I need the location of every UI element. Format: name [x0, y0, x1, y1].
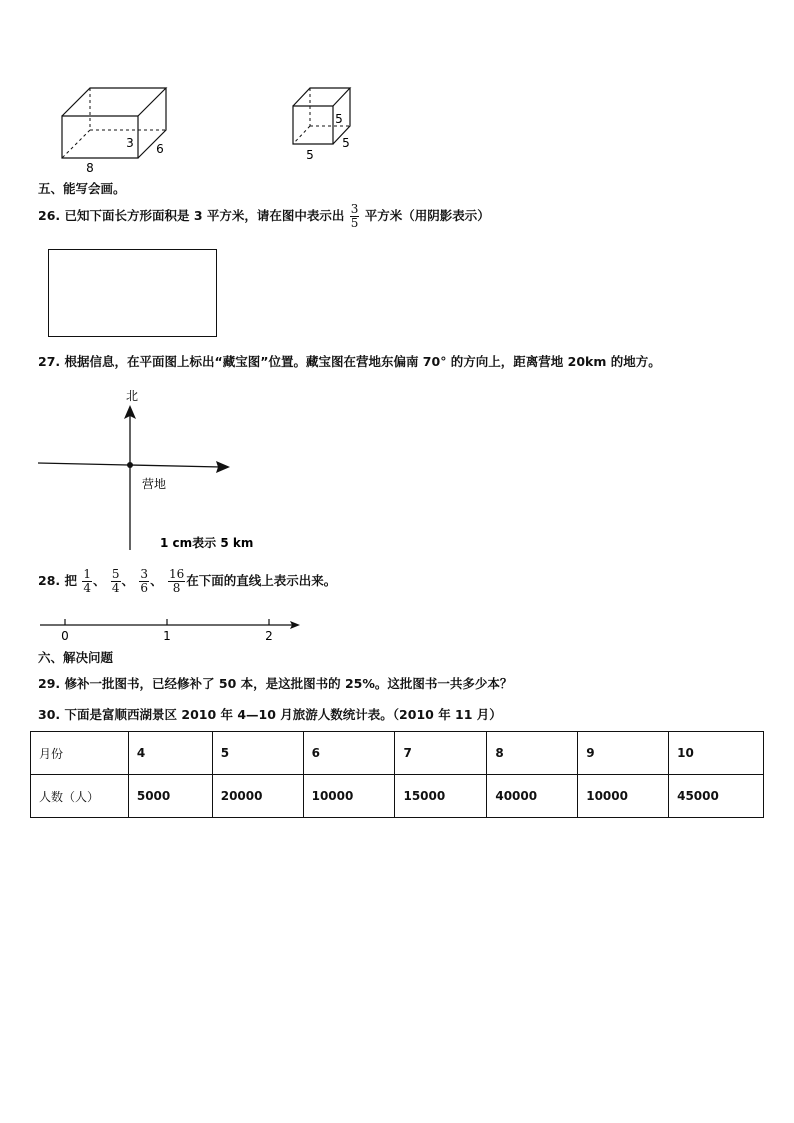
q28-fraction-2-denominator: 4	[111, 581, 120, 595]
q28-fraction-4-denominator: 8	[172, 581, 181, 595]
table-cell: 7	[395, 732, 487, 775]
table-cell: 40000	[487, 775, 578, 818]
q28-separator: 、	[93, 573, 106, 588]
north-label: 北	[125, 389, 139, 403]
q26-fraction	[350, 203, 360, 230]
camp-label: 营地	[142, 477, 167, 491]
q26-fraction-numerator: 3	[350, 202, 359, 216]
q28-fraction-3	[139, 568, 149, 595]
section5-title: 五、能写会画。	[38, 181, 126, 196]
table-cell: 5	[212, 732, 303, 775]
table-cell: 15000	[395, 775, 487, 818]
table-cell: 月份	[31, 732, 129, 775]
q28-number-line[interactable]	[38, 616, 303, 644]
q28-fraction-1	[82, 568, 92, 595]
q26-text-after: 平方米（用阴影表示）	[364, 208, 490, 223]
q28-fraction-1-numerator: 1	[83, 567, 92, 581]
q26-number: 26.	[38, 208, 61, 223]
q28-number: 28.	[38, 573, 61, 588]
scale-label: 1 cm表示 5 km	[160, 536, 254, 550]
q28-fraction-4	[168, 568, 185, 595]
table-cell: 6	[303, 732, 395, 775]
cube-figure	[288, 84, 368, 166]
q27-text: 根据信息，在平面图上标出“藏宝图”位置。藏宝图在营地东偏南 70° 的方向上，距离营地 20km 的地方。	[64, 354, 661, 369]
east-arrow-icon	[216, 461, 230, 473]
table-cell: 9	[578, 732, 669, 775]
table-cell: 10000	[578, 775, 669, 818]
q26	[38, 203, 490, 230]
table-cell: 20000	[212, 775, 303, 818]
q26-text-before: 已知下面长方形面积是 3 平方米，请在图中表示出	[64, 208, 345, 223]
cube-front-label: 5	[306, 148, 314, 162]
table-cell: 5000	[128, 775, 212, 818]
q28-fraction-1-denominator: 4	[83, 581, 92, 595]
q28-fraction-3-numerator: 3	[140, 567, 149, 581]
camp-point	[127, 462, 133, 468]
q28-fraction-4-numerator: 16	[168, 567, 185, 581]
cuboid-height-label: 3	[126, 136, 134, 150]
q28-fraction-3-denominator: 6	[140, 581, 149, 595]
q29-number: 29.	[38, 676, 61, 691]
cube-front-face	[293, 106, 333, 144]
tick-label-1: 1	[163, 629, 171, 643]
q26-rectangle[interactable]	[48, 249, 217, 337]
q27-number: 27.	[38, 354, 61, 369]
q27	[38, 354, 661, 370]
table-row-month	[31, 732, 764, 775]
table-cell: 10	[669, 732, 764, 775]
q28-fraction-2-numerator: 5	[111, 567, 120, 581]
q28-prefix: 把	[64, 573, 78, 588]
q28-suffix: 在下面的直线上表示出来。	[186, 573, 337, 588]
cuboid-width-label: 6	[156, 142, 164, 156]
q29	[38, 676, 512, 692]
tick-label-2: 2	[265, 629, 273, 643]
q26-fraction-denominator: 5	[350, 216, 359, 230]
cuboid-hidden-edges	[62, 88, 166, 158]
table-cell: 10000	[303, 775, 395, 818]
cube-depth-label: 5	[342, 136, 350, 150]
cube-height-label: 5	[335, 112, 343, 126]
cuboid-length-label: 8	[86, 161, 94, 174]
table-row-count	[31, 775, 764, 818]
tick-label-0: 0	[61, 629, 69, 643]
table-cell: 45000	[669, 775, 764, 818]
q27-map[interactable]	[36, 386, 256, 552]
q30-number: 30.	[38, 707, 61, 722]
section6-title: 六、解决问题	[38, 650, 114, 665]
q28-fraction-2	[111, 568, 121, 595]
q30-text: 下面是富顺西湖景区 2010 年 4—10 月旅游人数统计表。（2010 年 11 月）	[64, 707, 502, 722]
table-cell: 4	[128, 732, 212, 775]
q29-text: 修补一批图书，已经修补了 50 本，是这批图书的 25%。这批图书一共多少本？	[64, 676, 513, 691]
table-cell: 8	[487, 732, 578, 775]
tourism-stats-table	[30, 731, 764, 818]
cuboid-figure	[50, 82, 180, 174]
table-cell: 人数（人）	[31, 775, 129, 818]
q30	[38, 707, 502, 723]
q28-separator: 、	[150, 573, 163, 588]
q28	[38, 568, 336, 595]
q28-separator: 、	[121, 573, 135, 588]
